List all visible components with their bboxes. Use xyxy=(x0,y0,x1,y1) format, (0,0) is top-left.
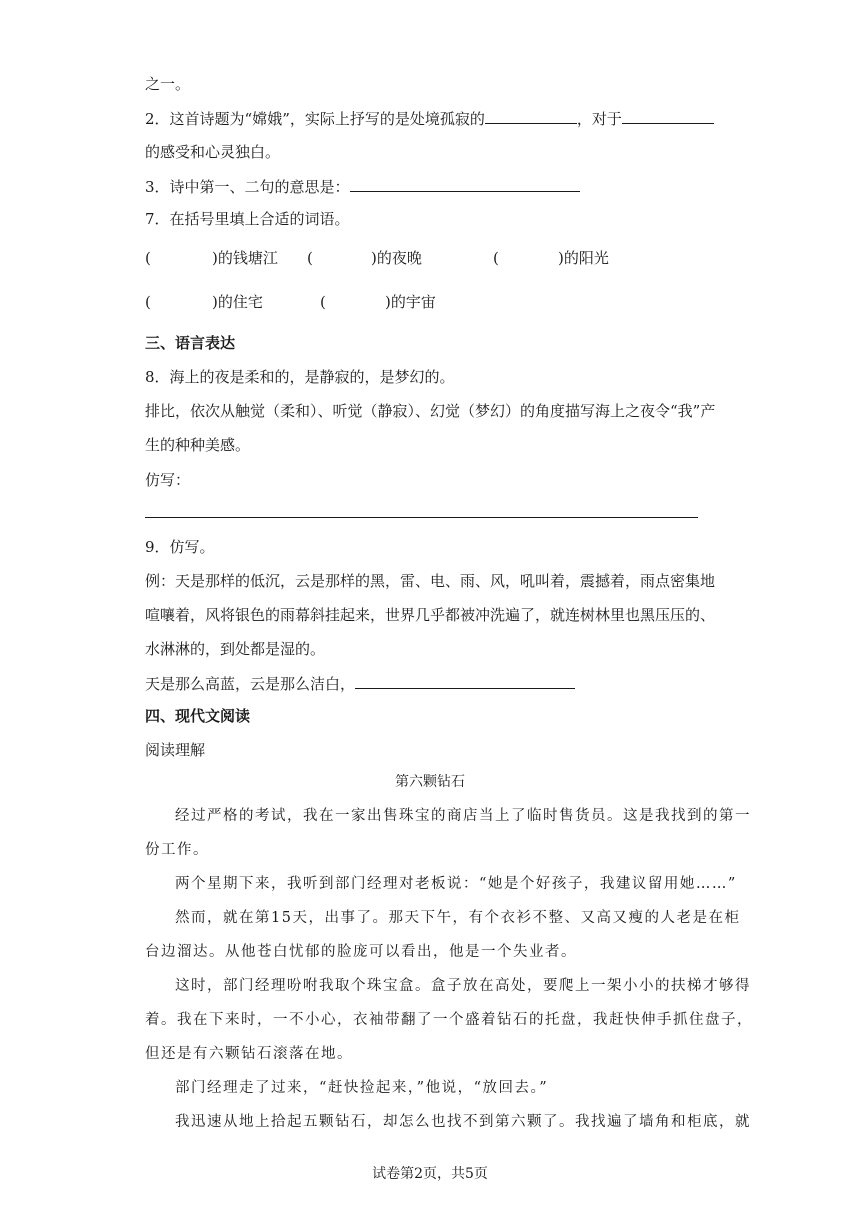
question-text: 3．诗中第一、二句的意思是： xyxy=(145,178,350,196)
question-text: 2．这首诗题为“嫦娥”，实际上抒写的是处境孤寂的 xyxy=(145,110,485,128)
question-9-task xyxy=(145,673,575,694)
story-line: 两个星期下来，我听到部门经理对老板说：“她是个好孩子，我建议留用她……” xyxy=(175,876,737,892)
section-heading: 三、语言表达 xyxy=(145,334,236,352)
section-heading: 四、现代文阅读 xyxy=(145,707,251,725)
open-paren: ( xyxy=(145,249,151,267)
story-title: 第六颗钻石 xyxy=(395,774,465,790)
text-line: 例：天是那样的低沉，云是那样的黑，雷、电、雨、风，吼叫着，震撼着，雨点密集地 xyxy=(145,572,716,590)
text-line: 阅读理解 xyxy=(145,741,206,759)
fill-item: )的阳光 xyxy=(558,249,609,267)
story-line: 这时，部门经理吩咐我取个珠宝盒。盒子放在高处，要爬上一架小小的扶梯才够得 xyxy=(175,978,751,994)
answer-blank[interactable] xyxy=(485,108,577,124)
story-line: 部门经理走了过来，“赶快捡起来，”他说，“放回去。” xyxy=(175,1080,549,1096)
text-line: 的感受和心灵独白。 xyxy=(145,143,281,161)
fill-item: )的宇宙 xyxy=(385,293,436,311)
question-2 xyxy=(145,108,714,129)
text-line: 喧嚷着，风将银色的雨幕斜挂起来，世界几乎都被冲洗遍了，就连树林里也黑压压的、 xyxy=(145,606,716,624)
answer-line[interactable] xyxy=(145,517,698,518)
open-paren: ( xyxy=(493,249,499,267)
story-line: 台边溜达。从他苍白忧郁的脸庞可以看出，他是一个失业者。 xyxy=(145,944,577,960)
story-line: 份工作。 xyxy=(145,842,209,858)
text-line: 之一。 xyxy=(145,75,191,93)
question-3 xyxy=(145,176,580,197)
question-text: 天是那么高蓝，云是那么洁白， xyxy=(145,675,356,693)
page-footer: 试卷第2页，共5页 xyxy=(372,1166,488,1182)
fill-item: )的夜晚 xyxy=(371,249,422,267)
text-line: 生的种种美感。 xyxy=(145,436,251,454)
question-8: 8．海上的夜是柔和的，是静寂的，是梦幻的。 xyxy=(145,368,455,386)
question-text: ，对于 xyxy=(576,110,622,128)
open-paren: ( xyxy=(307,249,313,267)
story-line: 但还是有六颗钻石滚落在地。 xyxy=(145,1046,353,1062)
story-line: 经过严格的考试，我在一家出售珠宝的商店当上了临时售货员。这是我找到的第一 xyxy=(175,808,751,824)
fill-item: )的钱塘江 xyxy=(212,249,278,267)
answer-blank[interactable] xyxy=(355,673,575,689)
story-line: 我迅速从地上拾起五颗钻石，却怎么也找不到第六颗了。我找遍了墙角和柜底，就 xyxy=(175,1114,751,1130)
open-paren: ( xyxy=(145,293,151,311)
story-line: 着。我在下来时，一不小心，衣袖带翻了一个盛着钻石的托盘，我赶快伸手抓住盘子， xyxy=(145,1012,753,1028)
text-line: 水淋淋的，到处都是湿的。 xyxy=(145,640,326,658)
answer-blank[interactable] xyxy=(622,108,714,124)
question-7: 7．在括号里填上合适的词语。 xyxy=(145,210,350,228)
text-line: 仿写： xyxy=(145,471,191,489)
question-9: 9．仿写。 xyxy=(145,538,215,556)
answer-blank[interactable] xyxy=(350,176,580,192)
story-line: 然而，就在第15天，出事了。那天下午，有个衣衫不整、又高又瘦的人老是在柜 xyxy=(175,910,741,926)
open-paren: ( xyxy=(320,293,326,311)
fill-item: )的住宅 xyxy=(212,293,263,311)
text-line: 排比，依次从触觉（柔和）、听觉（静寂）、幻觉（梦幻）的角度描写海上之夜令“我”产 xyxy=(145,402,716,420)
